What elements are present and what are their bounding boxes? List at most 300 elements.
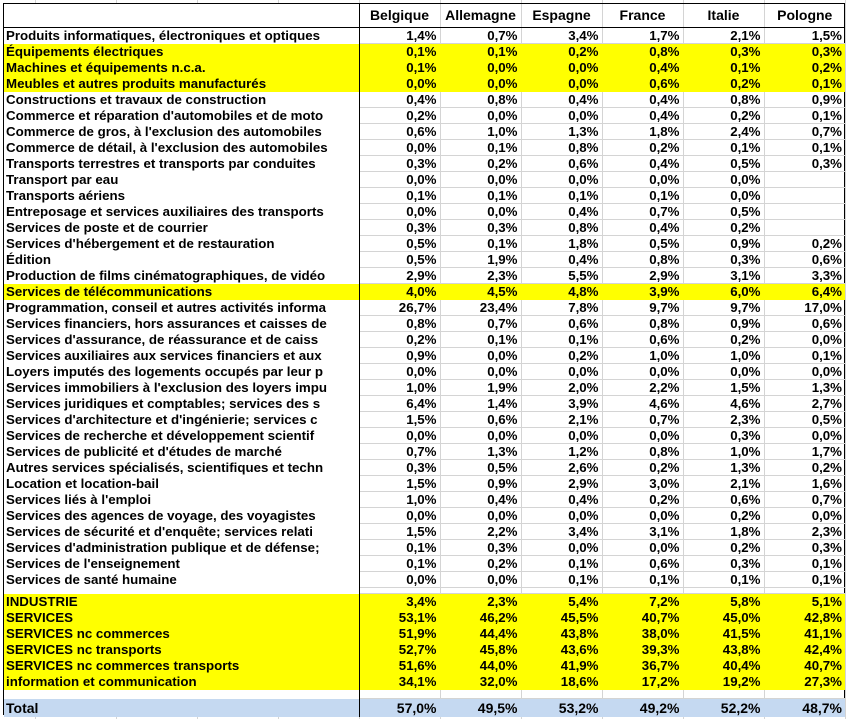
value-cell[interactable]: 0,6%	[521, 156, 602, 172]
value-cell[interactable]: 1,2%	[521, 444, 602, 460]
value-cell[interactable]: 2,3%	[683, 412, 764, 428]
row-label-cell[interactable]: Services d'hébergement et de restauration	[4, 236, 359, 252]
row-label-cell[interactable]: Services de sécurité et d'enquête; services relati	[4, 524, 359, 540]
value-cell[interactable]: 0,2%	[440, 556, 521, 572]
value-cell[interactable]: 53,1%	[359, 610, 440, 626]
value-cell[interactable]: 1,6%	[764, 476, 845, 492]
value-cell[interactable]: 0,0%	[521, 508, 602, 524]
value-cell[interactable]: 0,1%	[359, 556, 440, 572]
value-cell[interactable]: 1,0%	[683, 444, 764, 460]
value-cell[interactable]: 0,3%	[683, 428, 764, 444]
value-cell[interactable]: 0,0%	[521, 76, 602, 92]
value-cell[interactable]: 2,1%	[521, 412, 602, 428]
value-cell[interactable]: 52,2%	[683, 699, 764, 718]
row-label-cell[interactable]: Meubles et autres produits manufacturés	[4, 76, 359, 92]
value-cell[interactable]: 5,5%	[521, 268, 602, 284]
value-cell[interactable]: 0,0%	[764, 428, 845, 444]
value-cell[interactable]: 2,3%	[440, 268, 521, 284]
value-cell[interactable]: 0,1%	[764, 108, 845, 124]
value-cell[interactable]: 1,5%	[359, 476, 440, 492]
column-header-pologne[interactable]: Pologne	[764, 4, 845, 28]
value-cell[interactable]: 1,9%	[440, 252, 521, 268]
row-label-cell[interactable]: Transports terrestres et transports par conduites	[4, 156, 359, 172]
value-cell[interactable]: 0,0%	[359, 508, 440, 524]
value-cell[interactable]: 1,5%	[764, 28, 845, 44]
value-cell[interactable]	[602, 690, 683, 699]
value-cell[interactable]: 0,0%	[440, 508, 521, 524]
value-cell[interactable]: 42,8%	[764, 610, 845, 626]
value-cell[interactable]: 9,7%	[683, 300, 764, 316]
value-cell[interactable]: 0,9%	[764, 92, 845, 108]
value-cell[interactable]: 0,1%	[683, 60, 764, 76]
value-cell[interactable]: 0,8%	[440, 92, 521, 108]
row-label-cell[interactable]: Services immobiliers à l'exclusion des loyers impu	[4, 380, 359, 396]
value-cell[interactable]: 0,5%	[440, 460, 521, 476]
value-cell[interactable]: 0,2%	[602, 492, 683, 508]
value-cell[interactable]: 0,0%	[359, 364, 440, 380]
value-cell[interactable]: 0,4%	[359, 92, 440, 108]
value-cell[interactable]: 1,0%	[683, 348, 764, 364]
value-cell[interactable]: 19,2%	[683, 674, 764, 690]
row-label-cell[interactable]: Services des agences de voyage, des voyagistes	[4, 508, 359, 524]
value-cell[interactable]: 0,5%	[602, 236, 683, 252]
value-cell[interactable]: 40,7%	[602, 610, 683, 626]
value-cell[interactable]: 3,3%	[764, 268, 845, 284]
value-cell[interactable]: 2,2%	[440, 524, 521, 540]
value-cell[interactable]: 0,1%	[440, 188, 521, 204]
value-cell[interactable]	[764, 172, 845, 188]
value-cell[interactable]: 0,0%	[440, 364, 521, 380]
value-cell[interactable]	[359, 690, 440, 699]
value-cell[interactable]: 0,0%	[521, 540, 602, 556]
value-cell[interactable]: 41,9%	[521, 658, 602, 674]
value-cell[interactable]: 0,2%	[683, 108, 764, 124]
header-corner-cell[interactable]	[4, 4, 359, 28]
value-cell[interactable]: 4,5%	[440, 284, 521, 300]
row-label-cell[interactable]: Services de publicité et d'études de marché	[4, 444, 359, 460]
value-cell[interactable]: 0,2%	[764, 60, 845, 76]
value-cell[interactable]: 0,6%	[764, 252, 845, 268]
value-cell[interactable]: 2,6%	[521, 460, 602, 476]
value-cell[interactable]: 0,8%	[602, 316, 683, 332]
row-label-cell[interactable]: Commerce de gros, à l'exclusion des automobiles	[4, 124, 359, 140]
value-cell[interactable]: 0,6%	[602, 76, 683, 92]
row-label-cell[interactable]: Total	[4, 699, 359, 718]
value-cell[interactable]: 0,0%	[521, 108, 602, 124]
value-cell[interactable]: 1,8%	[521, 236, 602, 252]
value-cell[interactable]: 6,4%	[359, 396, 440, 412]
value-cell[interactable]: 1,5%	[359, 524, 440, 540]
value-cell[interactable]: 1,0%	[440, 124, 521, 140]
value-cell[interactable]: 0,7%	[602, 204, 683, 220]
row-label-cell[interactable]: SERVICES nc commerces	[4, 626, 359, 642]
value-cell[interactable]: 0,2%	[359, 108, 440, 124]
value-cell[interactable]	[764, 220, 845, 236]
value-cell[interactable]: 2,2%	[602, 380, 683, 396]
value-cell[interactable]: 0,5%	[359, 236, 440, 252]
value-cell[interactable]	[764, 690, 845, 699]
value-cell[interactable]: 1,3%	[521, 124, 602, 140]
value-cell[interactable]: 0,4%	[602, 108, 683, 124]
value-cell[interactable]: 0,4%	[521, 204, 602, 220]
value-cell[interactable]: 0,2%	[764, 460, 845, 476]
row-label-cell[interactable]: Production de films cinématographiques, de vidéo	[4, 268, 359, 284]
value-cell[interactable]: 0,3%	[764, 540, 845, 556]
value-cell[interactable]: 3,0%	[602, 476, 683, 492]
value-cell[interactable]: 1,0%	[602, 348, 683, 364]
value-cell[interactable]: 43,8%	[683, 642, 764, 658]
value-cell[interactable]	[764, 188, 845, 204]
row-label-cell[interactable]: Commerce et réparation d'automobiles et de moto	[4, 108, 359, 124]
value-cell[interactable]: 2,4%	[683, 124, 764, 140]
value-cell[interactable]: 34,1%	[359, 674, 440, 690]
value-cell[interactable]: 3,1%	[602, 524, 683, 540]
value-cell[interactable]: 0,1%	[359, 60, 440, 76]
row-label-cell[interactable]: Programmation, conseil et autres activités informa	[4, 300, 359, 316]
value-cell[interactable]: 0,4%	[602, 156, 683, 172]
value-cell[interactable]: 0,2%	[683, 220, 764, 236]
value-cell[interactable]: 0,0%	[764, 508, 845, 524]
value-cell[interactable]: 9,7%	[602, 300, 683, 316]
value-cell[interactable]: 45,5%	[521, 610, 602, 626]
value-cell[interactable]: 0,0%	[440, 428, 521, 444]
value-cell[interactable]: 42,4%	[764, 642, 845, 658]
value-cell[interactable]: 0,0%	[359, 428, 440, 444]
value-cell[interactable]: 3,9%	[521, 396, 602, 412]
value-cell[interactable]: 0,0%	[440, 108, 521, 124]
value-cell[interactable]: 49,2%	[602, 699, 683, 718]
value-cell[interactable]	[683, 690, 764, 699]
value-cell[interactable]: 0,7%	[359, 444, 440, 460]
value-cell[interactable]: 46,2%	[440, 610, 521, 626]
value-cell[interactable]: 0,5%	[764, 412, 845, 428]
row-label-cell[interactable]: Services d'assurance, de réassurance et de caiss	[4, 332, 359, 348]
value-cell[interactable]: 0,2%	[683, 508, 764, 524]
value-cell[interactable]: 4,6%	[602, 396, 683, 412]
value-cell[interactable]: 0,3%	[359, 156, 440, 172]
value-cell[interactable]: 0,0%	[521, 60, 602, 76]
value-cell[interactable]: 1,8%	[683, 524, 764, 540]
value-cell[interactable]: 0,0%	[764, 364, 845, 380]
row-label-cell[interactable]: Commerce de détail, à l'exclusion des automobiles	[4, 140, 359, 156]
value-cell[interactable]: 0,0%	[602, 508, 683, 524]
value-cell[interactable]: 0,3%	[440, 540, 521, 556]
value-cell[interactable]: 3,1%	[683, 268, 764, 284]
value-cell[interactable]: 2,3%	[764, 524, 845, 540]
value-cell[interactable]: 41,5%	[683, 626, 764, 642]
column-header-france[interactable]: France	[602, 4, 683, 28]
value-cell[interactable]: 0,7%	[440, 28, 521, 44]
value-cell[interactable]: 0,2%	[683, 76, 764, 92]
value-cell[interactable]: 1,3%	[683, 460, 764, 476]
value-cell[interactable]: 5,8%	[683, 594, 764, 610]
value-cell[interactable]: 0,6%	[521, 316, 602, 332]
row-label-cell[interactable]: Édition	[4, 252, 359, 268]
value-cell[interactable]: 3,4%	[359, 594, 440, 610]
value-cell[interactable]: 0,1%	[521, 188, 602, 204]
value-cell[interactable]: 1,0%	[359, 380, 440, 396]
value-cell[interactable]: 0,5%	[683, 156, 764, 172]
row-label-cell[interactable]: INDUSTRIE	[4, 594, 359, 610]
row-label-cell[interactable]: information et communication	[4, 674, 359, 690]
value-cell[interactable]: 0,0%	[440, 76, 521, 92]
value-cell[interactable]: 26,7%	[359, 300, 440, 316]
column-header-italie[interactable]: Italie	[683, 4, 764, 28]
value-cell[interactable]: 0,0%	[683, 172, 764, 188]
value-cell[interactable]: 0,3%	[683, 44, 764, 60]
value-cell[interactable]: 44,4%	[440, 626, 521, 642]
value-cell[interactable]: 0,2%	[683, 540, 764, 556]
value-cell[interactable]: 43,6%	[521, 642, 602, 658]
value-cell[interactable]: 53,2%	[521, 699, 602, 718]
value-cell[interactable]: 0,2%	[521, 348, 602, 364]
value-cell[interactable]: 39,3%	[602, 642, 683, 658]
value-cell[interactable]: 57,0%	[359, 699, 440, 718]
row-label-cell[interactable]: Services de poste et de courrier	[4, 220, 359, 236]
value-cell[interactable]: 52,7%	[359, 642, 440, 658]
row-label-cell[interactable]: Transport par eau	[4, 172, 359, 188]
value-cell[interactable]: 0,6%	[602, 556, 683, 572]
value-cell[interactable]: 1,4%	[440, 396, 521, 412]
value-cell[interactable]: 3,4%	[521, 524, 602, 540]
value-cell[interactable]: 51,9%	[359, 626, 440, 642]
value-cell[interactable]: 0,2%	[440, 156, 521, 172]
value-cell[interactable]: 0,0%	[764, 332, 845, 348]
value-cell[interactable]: 0,6%	[602, 332, 683, 348]
value-cell[interactable]: 0,1%	[764, 348, 845, 364]
value-cell[interactable]: 2,1%	[683, 476, 764, 492]
value-cell[interactable]: 1,5%	[683, 380, 764, 396]
value-cell[interactable]: 0,1%	[359, 540, 440, 556]
value-cell[interactable]: 0,6%	[683, 492, 764, 508]
row-label-cell[interactable]: Entreposage et services auxiliaires des transports	[4, 204, 359, 220]
column-header-espagne[interactable]: Espagne	[521, 4, 602, 28]
row-label-cell[interactable]: Transports aériens	[4, 188, 359, 204]
value-cell[interactable]: 0,3%	[683, 252, 764, 268]
value-cell[interactable]: 0,2%	[764, 236, 845, 252]
value-cell[interactable]: 7,8%	[521, 300, 602, 316]
value-cell[interactable]: 0,3%	[764, 156, 845, 172]
value-cell[interactable]: 2,3%	[440, 594, 521, 610]
value-cell[interactable]: 0,1%	[764, 556, 845, 572]
value-cell[interactable]: 0,8%	[602, 444, 683, 460]
value-cell[interactable]: 49,5%	[440, 699, 521, 718]
column-header-belgique[interactable]: Belgique	[359, 4, 440, 28]
value-cell[interactable]: 0,9%	[683, 236, 764, 252]
value-cell[interactable]: 0,0%	[359, 204, 440, 220]
value-cell[interactable]: 2,9%	[359, 268, 440, 284]
value-cell[interactable]: 0,8%	[602, 252, 683, 268]
value-cell[interactable]: 0,1%	[440, 236, 521, 252]
value-cell[interactable]: 0,7%	[602, 412, 683, 428]
value-cell[interactable]: 0,2%	[359, 332, 440, 348]
value-cell[interactable]: 0,1%	[440, 140, 521, 156]
value-cell[interactable]: 0,1%	[440, 44, 521, 60]
value-cell[interactable]: 0,5%	[359, 252, 440, 268]
value-cell[interactable]: 0,8%	[521, 140, 602, 156]
value-cell[interactable]: 0,7%	[764, 492, 845, 508]
value-cell[interactable]: 0,0%	[440, 60, 521, 76]
value-cell[interactable]: 0,0%	[440, 172, 521, 188]
value-cell[interactable]	[440, 690, 521, 699]
value-cell[interactable]: 41,1%	[764, 626, 845, 642]
value-cell[interactable]: 0,1%	[602, 572, 683, 588]
value-cell[interactable]: 0,8%	[602, 44, 683, 60]
row-label-cell[interactable]: Services liés à l'emploi	[4, 492, 359, 508]
value-cell[interactable]: 2,9%	[521, 476, 602, 492]
value-cell[interactable]: 0,7%	[440, 316, 521, 332]
value-cell[interactable]: 2,1%	[683, 28, 764, 44]
value-cell[interactable]: 23,4%	[440, 300, 521, 316]
row-label-cell[interactable]: Constructions et travaux de construction	[4, 92, 359, 108]
value-cell[interactable]: 0,4%	[602, 60, 683, 76]
value-cell[interactable]: 48,7%	[764, 699, 845, 718]
row-label-cell[interactable]: Services financiers, hors assurances et caisses de	[4, 316, 359, 332]
value-cell[interactable]: 4,8%	[521, 284, 602, 300]
value-cell[interactable]: 0,0%	[359, 572, 440, 588]
row-label-cell[interactable]: Équipements électriques	[4, 44, 359, 60]
row-label-cell[interactable]: Services de l'enseignement	[4, 556, 359, 572]
value-cell[interactable]: 0,0%	[683, 364, 764, 380]
value-cell[interactable]: 3,4%	[521, 28, 602, 44]
value-cell[interactable]: 0,1%	[359, 188, 440, 204]
value-cell[interactable]: 0,3%	[440, 220, 521, 236]
value-cell[interactable]: 1,7%	[764, 444, 845, 460]
value-cell[interactable]: 0,3%	[683, 556, 764, 572]
row-label-cell[interactable]: Services de santé humaine	[4, 572, 359, 588]
value-cell[interactable]: 0,1%	[683, 572, 764, 588]
value-cell[interactable]: 0,1%	[521, 332, 602, 348]
value-cell[interactable]: 27,3%	[764, 674, 845, 690]
row-label-cell[interactable]: Services de télécommunications	[4, 284, 359, 300]
value-cell[interactable]: 0,1%	[764, 572, 845, 588]
row-label-cell[interactable]: Location et location-bail	[4, 476, 359, 492]
value-cell[interactable]: 0,0%	[602, 172, 683, 188]
row-label-cell[interactable]: Produits informatiques, électroniques et optiques	[4, 28, 359, 44]
value-cell[interactable]: 0,0%	[602, 364, 683, 380]
value-cell[interactable]: 5,1%	[764, 594, 845, 610]
row-label-cell[interactable]: Loyers imputés des logements occupés par leur p	[4, 364, 359, 380]
value-cell[interactable]: 6,4%	[764, 284, 845, 300]
value-cell[interactable]: 0,0%	[602, 428, 683, 444]
value-cell[interactable]: 0,1%	[359, 44, 440, 60]
value-cell[interactable]: 17,2%	[602, 674, 683, 690]
value-cell[interactable]: 0,1%	[440, 332, 521, 348]
value-cell[interactable]: 7,2%	[602, 594, 683, 610]
value-cell[interactable]: 0,1%	[764, 76, 845, 92]
row-label-cell[interactable]: Machines et équipements n.c.a.	[4, 60, 359, 76]
value-cell[interactable]: 0,6%	[440, 412, 521, 428]
value-cell[interactable]	[764, 204, 845, 220]
value-cell[interactable]: 2,9%	[602, 268, 683, 284]
value-cell[interactable]: 0,8%	[521, 220, 602, 236]
value-cell[interactable]: 51,6%	[359, 658, 440, 674]
value-cell[interactable]: 0,0%	[359, 76, 440, 92]
value-cell[interactable]: 0,4%	[521, 492, 602, 508]
value-cell[interactable]: 0,5%	[683, 204, 764, 220]
row-label-cell[interactable]: Services de recherche et développement scientif	[4, 428, 359, 444]
row-label-cell[interactable]	[4, 690, 359, 699]
value-cell[interactable]: 1,4%	[359, 28, 440, 44]
value-cell[interactable]: 1,9%	[440, 380, 521, 396]
value-cell[interactable]: 0,1%	[521, 572, 602, 588]
value-cell[interactable]: 38,0%	[602, 626, 683, 642]
value-cell[interactable]: 0,0%	[359, 140, 440, 156]
row-label-cell[interactable]: Autres services spécialisés, scientifiques et techn	[4, 460, 359, 476]
value-cell[interactable]: 0,0%	[521, 364, 602, 380]
value-cell[interactable]: 1,3%	[764, 380, 845, 396]
value-cell[interactable]: 1,3%	[440, 444, 521, 460]
value-cell[interactable]: 3,9%	[602, 284, 683, 300]
value-cell[interactable]: 45,0%	[683, 610, 764, 626]
value-cell[interactable]: 5,4%	[521, 594, 602, 610]
value-cell[interactable]: 0,6%	[359, 124, 440, 140]
value-cell[interactable]: 0,1%	[764, 140, 845, 156]
value-cell[interactable]: 4,6%	[683, 396, 764, 412]
value-cell[interactable]: 36,7%	[602, 658, 683, 674]
value-cell[interactable]: 40,4%	[683, 658, 764, 674]
value-cell[interactable]: 1,8%	[602, 124, 683, 140]
value-cell[interactable]: 1,7%	[602, 28, 683, 44]
value-cell[interactable]: 4,0%	[359, 284, 440, 300]
value-cell[interactable]: 0,4%	[602, 92, 683, 108]
value-cell[interactable]: 6,0%	[683, 284, 764, 300]
value-cell[interactable]: 17,0%	[764, 300, 845, 316]
value-cell[interactable]: 0,0%	[602, 540, 683, 556]
value-cell[interactable]: 0,1%	[521, 556, 602, 572]
value-cell[interactable]: 1,0%	[359, 492, 440, 508]
value-cell[interactable]: 0,0%	[683, 188, 764, 204]
value-cell[interactable]: 0,2%	[521, 44, 602, 60]
value-cell[interactable]: 0,2%	[683, 332, 764, 348]
value-cell[interactable]: 2,0%	[521, 380, 602, 396]
value-cell[interactable]: 0,4%	[440, 492, 521, 508]
row-label-cell[interactable]: SERVICES	[4, 610, 359, 626]
value-cell[interactable]: 0,3%	[359, 220, 440, 236]
value-cell[interactable]: 0,1%	[602, 188, 683, 204]
row-label-cell[interactable]: Services d'architecture et d'ingénierie; services c	[4, 412, 359, 428]
value-cell[interactable]: 0,3%	[764, 44, 845, 60]
value-cell[interactable]: 0,0%	[440, 204, 521, 220]
row-label-cell[interactable]: SERVICES nc commerces transports	[4, 658, 359, 674]
value-cell[interactable]: 0,8%	[683, 92, 764, 108]
value-cell[interactable]: 0,0%	[521, 172, 602, 188]
value-cell[interactable]: 40,7%	[764, 658, 845, 674]
value-cell[interactable]: 0,3%	[359, 460, 440, 476]
value-cell[interactable]: 45,8%	[440, 642, 521, 658]
value-cell[interactable]: 0,2%	[602, 140, 683, 156]
value-cell[interactable]: 0,4%	[521, 92, 602, 108]
value-cell[interactable]: 0,0%	[440, 572, 521, 588]
value-cell[interactable]: 44,0%	[440, 658, 521, 674]
value-cell[interactable]: 2,7%	[764, 396, 845, 412]
value-cell[interactable]: 0,9%	[359, 348, 440, 364]
value-cell[interactable]: 0,0%	[521, 428, 602, 444]
value-cell[interactable]: 0,7%	[764, 124, 845, 140]
row-label-cell[interactable]: Services juridiques et comptables; services des s	[4, 396, 359, 412]
row-label-cell[interactable]: Services d'administration publique et de défense;	[4, 540, 359, 556]
value-cell[interactable]: 0,6%	[764, 316, 845, 332]
value-cell[interactable]: 0,4%	[521, 252, 602, 268]
value-cell[interactable]: 0,0%	[440, 348, 521, 364]
value-cell[interactable]: 32,0%	[440, 674, 521, 690]
row-label-cell[interactable]: Services auxiliaires aux services financiers et aux	[4, 348, 359, 364]
value-cell[interactable]: 0,8%	[359, 316, 440, 332]
value-cell[interactable]: 43,8%	[521, 626, 602, 642]
value-cell[interactable]: 0,0%	[359, 172, 440, 188]
row-label-cell[interactable]: SERVICES nc transports	[4, 642, 359, 658]
value-cell[interactable]: 0,9%	[440, 476, 521, 492]
